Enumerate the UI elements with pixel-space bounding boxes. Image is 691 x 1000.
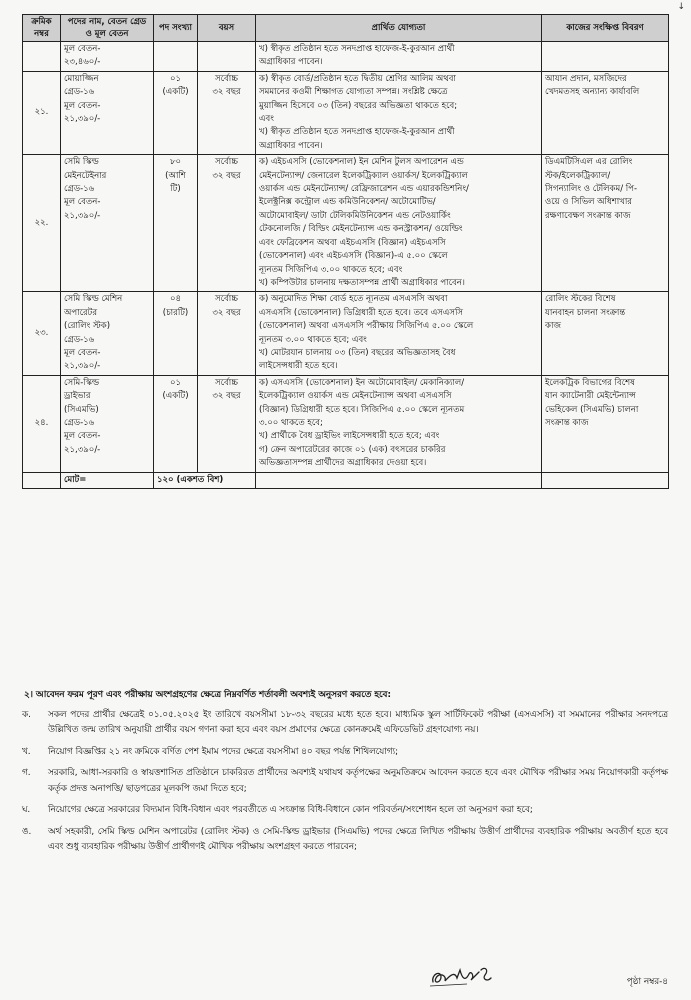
qualification-line: খ) স্বীকৃত প্রতিষ্ঠান হতে সনদপ্রাপ্ত হাফেজ-ই-কুরআন প্রার্থী bbox=[259, 127, 455, 138]
post-line: মূল বেতন- bbox=[64, 347, 101, 358]
post-line: ২১,৩৯০/- bbox=[64, 114, 101, 125]
qualification-line: অগ্রাধিকার পাবেন। bbox=[259, 57, 323, 68]
age-line: ৩২ বছর bbox=[212, 307, 241, 318]
total-empty-cell bbox=[256, 472, 542, 488]
qualification-cell bbox=[256, 155, 542, 292]
total-row bbox=[23, 472, 669, 488]
qualification-line: এসএসসি (ভোকেশনাল) ডিগ্রিধারী হতে হবে। তবে এসএসসি bbox=[259, 307, 464, 318]
table-row bbox=[23, 42, 669, 72]
qualification-line: অটোমোবাইল/ ডাটা টেলিকমিউনিকেশন এন্ড নেটওয়ার্কিং bbox=[259, 210, 451, 221]
qualification-line: খ) স্বীকৃত প্রতিষ্ঠান হতে সনদপ্রাপ্ত হাফেজ-ই-কুরআন প্রার্থী bbox=[259, 44, 455, 54]
header-post: পদের নাম, বেতন গ্রেড ও মূল বেতন bbox=[61, 15, 154, 42]
qualification-line: এবং bbox=[259, 114, 274, 125]
qualification-line: ক) অনুমোদিত শিক্ষা বোর্ড হতে ন্যূনতম এসএসসি অথবা bbox=[259, 294, 448, 305]
qualification-line: ক) স্বীকৃত বোর্ড/প্রতিষ্ঠান হতে দ্বিতীয় শ্রেণির আলিম অথবা bbox=[259, 73, 456, 84]
post-line: অপারেটর bbox=[64, 307, 97, 318]
qualification-line: ক) এসএসসি (ভোকেশনাল) ইন অটোমোবাইল/ মেকানিক্যাল/ bbox=[259, 377, 465, 388]
qualification-line: (বিজ্ঞান) ডিগ্রিধারী হতে হবে। সিজিপিএ ৫.০০ স্কেলে ন্যূনতম bbox=[259, 404, 465, 415]
duties-line: ডিএমটিসিএল এর রোলিং bbox=[545, 157, 633, 168]
conditions-list bbox=[22, 708, 668, 856]
age-cell bbox=[198, 292, 256, 375]
condition-text: নিয়োগ বিজ্ঞপ্তির ২১ নং ক্রমিকে বর্ণিত পেশ ইমাম পদের ক্ষেত্রে বয়সসীমা ৪০ বছর পর্যন্ত শিথিলযোগ্য; bbox=[48, 746, 399, 757]
duties-line: ওয়ে ও সিভিল অধিশাখার bbox=[545, 197, 632, 208]
total-empty-cell bbox=[23, 472, 61, 488]
post-line: গ্রেড-১৬ bbox=[64, 334, 95, 345]
age-line: ৩২ বছর bbox=[212, 170, 241, 181]
post-line: মূল বেতন- bbox=[64, 100, 101, 111]
count-cell bbox=[154, 42, 198, 72]
corner-arrow-icon: ↓ bbox=[677, 2, 685, 12]
post-line: ২৩,৪৬০/- bbox=[64, 57, 101, 68]
duties-line: যানবাহন চালনা সংক্রান্ত bbox=[545, 307, 626, 318]
post-line: গ্রেড-১৬ bbox=[64, 184, 95, 195]
qualification-line: অগ্রাধিকার পাবেন। bbox=[259, 140, 323, 151]
post-cell bbox=[61, 375, 154, 472]
age-cell bbox=[198, 155, 256, 292]
qualification-line: ইলেক্ট্রনিক্স কন্ট্রোল এন্ড কমিউনিকেশন/ অটোমোটিভ/ bbox=[259, 197, 436, 208]
duties-line: খেদমতসহ অন্যান্য কার্যাবলি bbox=[545, 87, 640, 98]
post-line: সেমি স্কিল্ড মেশিন bbox=[64, 294, 123, 305]
count-cell bbox=[154, 292, 198, 375]
count-line: ০১ bbox=[169, 377, 182, 388]
signature-image bbox=[427, 962, 497, 988]
age-cell bbox=[198, 42, 256, 72]
serial-cell: ২৩. bbox=[23, 292, 61, 375]
count-line: টি) bbox=[170, 184, 181, 195]
count-line: (একটি) bbox=[162, 391, 189, 402]
age-line: সর্বোচ্চ bbox=[214, 294, 239, 305]
condition-item bbox=[22, 708, 668, 739]
serial-cell: ২৪. bbox=[23, 375, 61, 472]
condition-item bbox=[22, 766, 668, 797]
table-row bbox=[23, 375, 669, 472]
post-line: মূল বেতন- bbox=[64, 44, 101, 54]
count-cell bbox=[154, 155, 198, 292]
qualification-line: (ভোকেশনাল) অথবা এসএসসি পরীক্ষায় সিজিপিএ ৫.০০ স্কেলে bbox=[259, 321, 474, 332]
duties-line: ভেহিকেল (সিএমভি) চালনা bbox=[545, 404, 639, 415]
qualification-cell bbox=[256, 71, 542, 154]
post-cell bbox=[61, 155, 154, 292]
count-line: ০১ bbox=[169, 73, 182, 84]
duties-line: রোলিং স্টকের বিশেষ bbox=[545, 294, 616, 305]
condition-text: অর্থ সহকারী, সেমি স্কিল্ড মেশিন অপারেটর (রোলিং স্টক) ও সেমি-স্কিল্ড ড্রাইভার (সিএমভি) পদের ক্ষেত্রে লিখিত পরীক্ষায় উত্তীর্ণ প্রার্থীদের ব্যবহারিক পরীক্ষায় অবতীর্ণ হতে হবে এবং শুধু ব্যবহারিক পরীক্ষায় উত্তীর্ণ প্রার্থীগণই মৌখিক পরীক্ষায় অংশগ্রহণ করতে পারবেন; bbox=[48, 826, 668, 852]
qualification-line: সমমানের কওমী শিক্ষাগত যোগ্যতা সম্পন্ন। সংশ্লিষ্ট ক্ষেত্রে bbox=[259, 87, 448, 98]
condition-label: ঙ. bbox=[22, 826, 32, 837]
qualification-line: ওয়ার্কস এন্ড মেইনটেন্যান্স/ রেফ্রিজারেশন এন্ড এয়ারকন্ডিশনিং/ bbox=[259, 184, 469, 195]
post-line: মেইনটেইনার bbox=[64, 170, 107, 181]
age-line: সর্বোচ্চ bbox=[214, 157, 239, 168]
post-line: মূল বেতন- bbox=[64, 431, 101, 442]
post-line: ২১,৩৯০/- bbox=[64, 361, 101, 372]
table-row bbox=[23, 292, 669, 375]
duties-line: রক্ষণাবেক্ষণ সংক্রান্ত কাজ bbox=[545, 210, 631, 221]
post-line: ২১,৩৯০/- bbox=[64, 210, 101, 221]
qualification-line: (ভোকেশনাল) এবং এইচএসসি (বিজ্ঞান)-এ ৫.০০ স্কেলে bbox=[259, 251, 448, 262]
post-line: সেমি স্কিল্ড bbox=[64, 157, 99, 168]
qualification-line: ন্যূনতম সিজিপিএ ৩.০০ থাকতে হবে; এবং bbox=[259, 264, 403, 275]
qualification-line: ক) এইচএসসি (ভোকেশনাল) ইন মেশিন টুলস অপারেশন এন্ড bbox=[259, 157, 464, 168]
qualification-line: ইলেকট্রিক্যাল ওয়ার্কস এন্ড মেইনটেন্যান্স অথবা এসএসসি bbox=[259, 391, 452, 402]
count-line: ০৪ bbox=[169, 294, 182, 305]
header-duties: কাজের সংক্ষিপ্ত বিবরণ bbox=[542, 15, 669, 42]
header-serial: ক্রমিক নম্বর bbox=[23, 15, 61, 42]
duties-cell bbox=[542, 375, 669, 472]
condition-text: নিয়োগের ক্ষেত্রে সরকারের বিদ্যমান বিধি-বিধান এবং পরবর্তীতে এ সংক্রান্ত বিধি-বিধানে কোন পরিবর্তন/সংশোধন হলে তা অনুসরণ করা হবে; bbox=[48, 805, 533, 815]
age-line: সর্বোচ্চ bbox=[214, 377, 239, 388]
count-line: ৮০ bbox=[169, 157, 182, 168]
qualification-line: ন্যূনতম ৩.০০ থাকতে হবে; এবং bbox=[259, 334, 367, 345]
age-cell bbox=[198, 71, 256, 154]
post-line: (সিএমভি) bbox=[64, 404, 99, 415]
condition-label: ক. bbox=[22, 709, 31, 720]
qualification-line: লাইসেন্সধারী হতে হবে। bbox=[259, 361, 338, 372]
condition-text: সরকারি, আধা-সরকারি ও স্বায়ত্তশাসিত প্রতিষ্ঠানে চাকরিরত প্রার্থীদের অবশ্যই যথাযথ কর্তৃপক্ষের অনুমতিক্রমে আবেদন করতে হবে এবং মৌখিক পরীক্ষার সময় নিয়োগকারী কর্তৃপক্ষ কর্তৃক প্রদত্ত অনাপত্তি/ ছাড়পত্রের মূলকপি জমা দিতে হবে; bbox=[48, 768, 668, 794]
qualification-line: ৩.০০ থাকতে হবে; bbox=[259, 417, 323, 428]
duties-line: আযান প্রদান, মসজিদের bbox=[545, 73, 627, 84]
qualification-cell bbox=[256, 375, 542, 472]
qualification-cell bbox=[256, 42, 542, 72]
conditions-section bbox=[22, 688, 668, 862]
post-line: ড্রাইভার bbox=[64, 391, 91, 402]
qualification-cell bbox=[256, 292, 542, 375]
total-value: ১২০ (একশত বিশ) bbox=[154, 472, 256, 488]
post-line: মূল বেতন- bbox=[64, 197, 101, 208]
qualification-line: গ) ক্রেন অপারেটরের কাজে ০১ (এক) বৎসরের চাকরির bbox=[259, 444, 446, 455]
duties-cell bbox=[542, 71, 669, 154]
qualification-line: এবং ফেব্রিকেশন অথবা এইচএসসি (বিজ্ঞান) এইচএসসি bbox=[259, 237, 446, 248]
post-line: গ্রেড-১৬ bbox=[64, 417, 95, 428]
count-line: (আশি bbox=[165, 170, 186, 181]
conditions-heading: ২। আবেদন ফরম পূরণ এবং পরীক্ষায় অংশগ্রহণের ক্ষেত্রে নিম্নবর্ণিত শর্তাবলী অবশ্যই অনুসরণ করতে হবে: bbox=[24, 690, 391, 700]
post-line: গ্রেড-১৬ bbox=[64, 87, 95, 98]
condition-item bbox=[22, 803, 668, 819]
header-count: পদ সংখ্যা bbox=[154, 15, 198, 42]
qualification-line: খ) কম্পিউটার চালনায় দক্ষতাসম্পন্ন প্রার্থী অগ্রাধিকার পাবেন। bbox=[259, 277, 465, 288]
age-line: সর্বোচ্চ bbox=[214, 73, 239, 84]
total-label: মোট= bbox=[61, 472, 154, 488]
condition-text: সকল পদের প্রার্থীর ক্ষেত্রেই ০১.০৫.২০২৫ ইং তারিখে বয়সসীমা ১৮-৩২ বছরের মধ্যে হতে হবে। মাধ্যমিক স্কুল সার্টিফিকেট পরীক্ষা (এসএসসি) বা সমমানের পরীক্ষার সনদপত্রে উল্লিখিত জন্ম তারিখ অনুযায়ী প্রার্থীর বয়স গণনা করা হবে এবং বয়স প্রমাণের ক্ষেত্রে কোনক্রমেই এফিডেভিট গ্রহণযোগ্য নয়। bbox=[48, 709, 668, 735]
serial-cell: ২১. bbox=[23, 71, 61, 154]
count-cell bbox=[154, 71, 198, 154]
duties-line: স্টক/ইলেকট্রিক্যাল/ bbox=[545, 170, 611, 181]
qualification-line: অভিজ্ঞতাসম্পন্ন প্রার্থীদের অগ্রাধিকার দেওয়া হবে। bbox=[259, 458, 427, 469]
serial-cell: ২২. bbox=[23, 155, 61, 292]
serial-cell bbox=[23, 42, 61, 72]
duties-line: সংক্রান্ত কাজ bbox=[545, 417, 589, 428]
age-cell bbox=[198, 375, 256, 472]
job-table bbox=[22, 14, 669, 489]
count-line: (চারটি) bbox=[162, 307, 189, 318]
duties-cell bbox=[542, 292, 669, 375]
table-row bbox=[23, 71, 669, 154]
post-cell bbox=[61, 42, 154, 72]
table-row bbox=[23, 155, 669, 292]
condition-label: খ. bbox=[22, 746, 31, 757]
duties-cell bbox=[542, 155, 669, 292]
duties-line: ইলেকট্রিক বিভাগের বিশেষ bbox=[545, 377, 635, 388]
qualification-line: খ) প্রার্থীকে বৈধ ড্রাইভিং লাইসেন্সধারী হতে হবে; এবং bbox=[259, 431, 440, 442]
age-line: ৩২ বছর bbox=[212, 87, 241, 98]
post-line: মোয়াজ্জিন bbox=[64, 73, 99, 84]
header-qualification: প্রার্থিত যোগ্যতা bbox=[256, 15, 542, 42]
condition-label: গ. bbox=[22, 768, 31, 778]
qualification-line: টেকনোলজি / বিল্ডিং মেইনটেন্যান্স এন্ড কনস্ট্রাকশন/ ওয়েল্ডিং bbox=[259, 224, 463, 235]
post-line: ২১,৩৯০/- bbox=[64, 444, 101, 455]
post-line: সেমি-স্কিল্ড bbox=[64, 377, 100, 388]
condition-item bbox=[22, 825, 668, 856]
condition-label: ঘ. bbox=[22, 805, 31, 815]
total-empty-cell bbox=[542, 472, 669, 488]
post-cell bbox=[61, 292, 154, 375]
header-age: বয়স bbox=[198, 15, 256, 42]
duties-line: সিগন্যালিং ও টেলিকম/ পি- bbox=[545, 184, 638, 195]
age-line: ৩২ বছর bbox=[212, 391, 241, 402]
duties-line: যান ক্যাটেনারী মেইন্টেন্যান্স bbox=[545, 391, 636, 402]
duties-line: কাজ bbox=[545, 321, 562, 332]
page-footer bbox=[22, 962, 668, 992]
duties-cell bbox=[542, 42, 669, 72]
count-cell bbox=[154, 375, 198, 472]
qualification-line: মুয়াজ্জিন হিসেবে ০৩ (তিন) বছরের অভিজ্ঞতা থাকতে হবে; bbox=[259, 100, 458, 111]
page-number: পৃষ্ঠা নম্বর-৪ bbox=[626, 977, 668, 987]
qualification-line: খ) মোটরযান চালনায় ০৩ (তিন) বছরের অভিজ্ঞতাসহ বৈধ bbox=[259, 347, 456, 358]
table-header-row bbox=[23, 15, 669, 42]
count-line: (একটি) bbox=[162, 87, 189, 98]
condition-item bbox=[22, 745, 668, 761]
qualification-line: মেইনটেন্যান্স/ জেনারেল ইলেকট্রিক্যাল ওয়ার্কস/ ইলেকট্রিক্যাল bbox=[259, 170, 468, 181]
post-line: (রোলিং স্টক) bbox=[64, 321, 111, 332]
post-cell bbox=[61, 71, 154, 154]
